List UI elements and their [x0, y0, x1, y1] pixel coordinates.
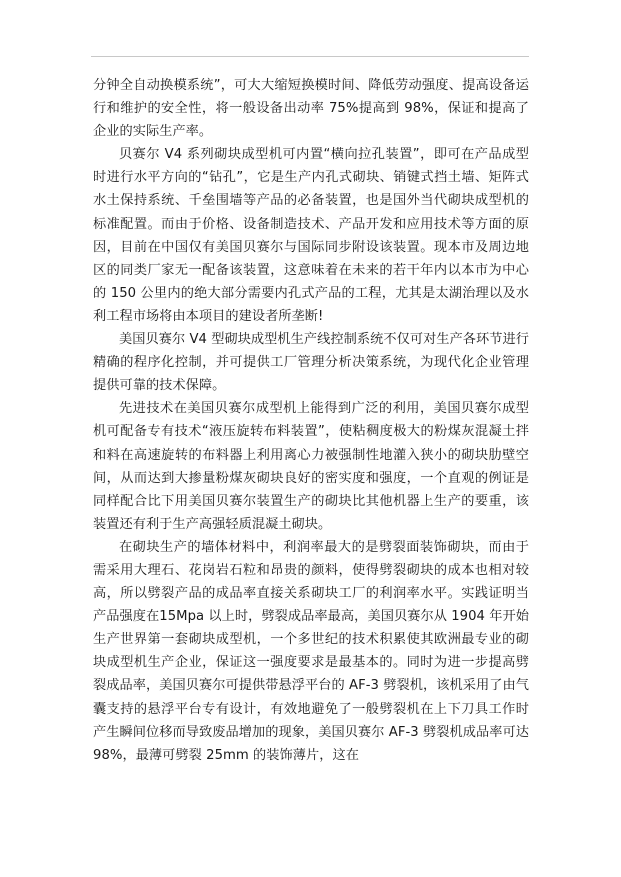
- paragraph-split-face-block: 在砌块生产的墙体材料中，利润率最大的是劈裂面装饰砌块，而由于需采用大理石、花岗岩石粒和昂贵的颜料，使得劈裂砌块的成本也相对较高，所以劈裂产品的成品率直接关系砌块工厂的利润率水平。实践证明当产品强度在15Mpa 以上时，劈裂成品率最高，美国贝赛尔从 1904 年开始生产世界第一套砌块成型机，一个多世纪的技术积累使其欧洲最专业的砌块成型机生产企业，保证这一强度要求是最基本的。同时为进一步提高劈裂成品率，美国贝赛尔可提供带悬浮平台的 AF-3 劈裂机，该机采用了由气囊支持的悬浮平台专有设计，有效地避免了一般劈裂机在上下刀具工作时产生瞬间位移而导致废品增加的现象，美国贝赛尔 AF-3 劈裂机成品率可达 98%，最薄可劈裂 25mm 的装饰薄片，这在: [93, 539, 529, 763]
- body-text: [93, 74, 529, 767]
- paragraph-rotary-feeding-device: 先进技术在美国贝赛尔成型机上能得到广泛的利用，美国贝赛尔成型机可配备专有技术“液压旋转布料装置”，使粘稠度极大的粉煤灰混凝土拌和料在高速旋转的布料器上利用离心力被强制性地灌入狭小的砌块肋壁空间，从而达到大掺量粉煤灰砌块良好的密实度和强度，一个直观的例证是同样配合比下用美国贝赛尔装置生产的砌块比其他机器上生产的要重，该装置还有利于生产高强轻质混凝土砌块。: [93, 401, 529, 532]
- paragraph-continuation: 分钟全自动换模系统”，可大大缩短换模时间、降低劳动强度、提高设备运行和维护的安全性，将一般设备出动率 75%提高到 98%，保证和提高了企业的实际生产率。: [93, 78, 529, 140]
- header-rule: [91, 56, 529, 57]
- paragraph-control-system: 美国贝赛尔 V4 型砌块成型机生产线控制系统不仅可对生产各环节进行精确的程序化控制，并可提供工厂管理分析决策系统，为现代化企业管理提供可靠的技术保障。: [93, 332, 529, 394]
- paragraph-lateral-hole-device: 贝赛尔 V4 系列砌块成型机可内置“横向拉孔装置”，即可在产品成型时进行水平方向的“钻孔”，它是生产内孔式砌块、销键式挡土墙、矩阵式水土保持系统、千垒围墙等产品的必备装置，也是国外当代砌块成型机的标准配置。而由于价格、设备制造技术、产品开发和应用技术等方面的原因，目前在中国仅有美国贝赛尔与国际同步附设该装置。现本市及周边地区的同类厂家无一配备该装置，这意味着在未来的若干年内以本市为中心的 150 公里内的绝大部分需要内孔式产品的工程，尤其是太湖治理以及水利工程市场将由本项目的建设者所垄断!: [93, 147, 529, 324]
